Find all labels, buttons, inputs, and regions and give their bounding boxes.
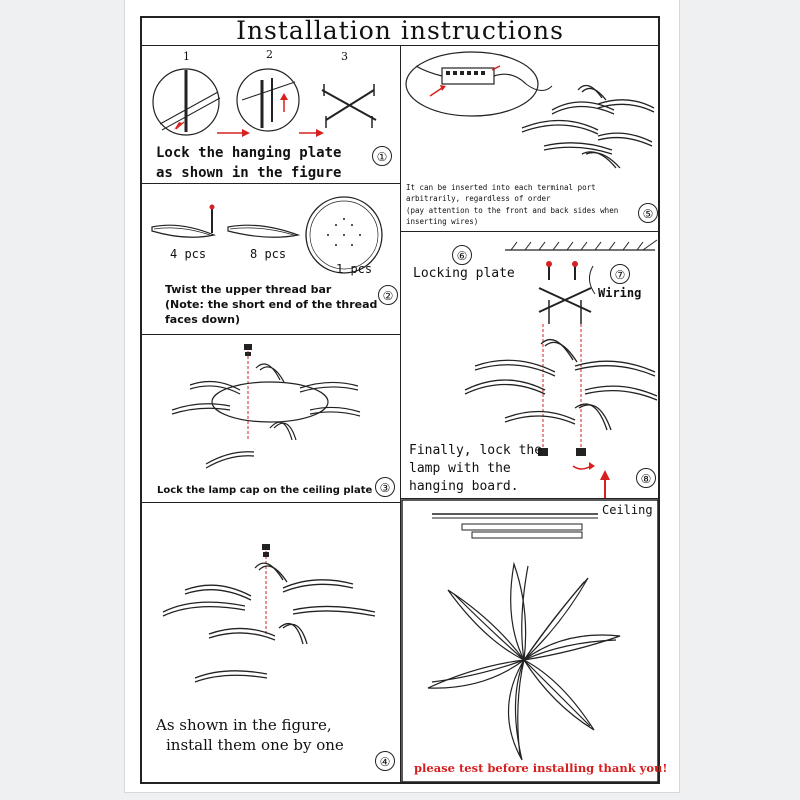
step-badge-8: ⑧: [636, 468, 656, 488]
final-text-line2: lamp with the: [409, 461, 511, 476]
substep-number-2: 2: [266, 48, 273, 61]
step2-text-line2: (Note: the short end of the thread: [165, 298, 378, 311]
divider-step1: [140, 183, 400, 184]
count-1-pcs: 1 pcs: [336, 262, 373, 276]
step4-text-line1: As shown in the figure,: [156, 716, 332, 734]
step1-text-line1: Lock the hanging plate: [156, 145, 342, 161]
column-divider: [400, 45, 401, 784]
locking-plate-label: Locking plate: [413, 266, 515, 281]
count-4-pcs: 4 pcs: [170, 247, 207, 261]
step5-text-line3: (pay attention to the front and back sides when: [406, 206, 619, 215]
step5-text-line1: It can be inserted into each terminal port: [406, 183, 596, 192]
step1-text-line2: as shown in the figure: [156, 165, 342, 181]
wiring-label: Wiring: [598, 286, 642, 300]
count-8-pcs: 8 pcs: [250, 247, 287, 261]
divider-step5: [400, 231, 660, 232]
divider-step2: [140, 334, 400, 335]
divider-step3: [140, 502, 400, 503]
ceiling-label: Ceiling: [602, 503, 653, 517]
substep-number-3: 3: [341, 50, 348, 63]
terminal-wiring-diagram: [402, 50, 658, 175]
completed-lamp-diagram: [402, 500, 658, 782]
step5-text-line2: arbitrarily, regardless of order: [406, 194, 551, 203]
step-badge-6: ⑥: [452, 245, 472, 265]
step4-text-line2: install them one by one: [166, 736, 344, 754]
step-badge-7: ⑦: [610, 264, 630, 284]
step-badge-1: ①: [372, 146, 392, 166]
final-text-line1: Finally, lock the: [409, 443, 543, 458]
final-text-line3: hanging board.: [409, 479, 519, 494]
test-note: please test before installing thank you!: [414, 761, 668, 775]
hanging-plate-diagram: [150, 60, 390, 145]
step-badge-3: ③: [375, 477, 395, 497]
install-leaves-diagram: [155, 540, 385, 690]
step-badge-5: ⑤: [638, 203, 658, 223]
step5-text-line4: inserting wires): [406, 217, 479, 226]
step2-text-line3: faces down): [165, 313, 241, 326]
page-title: Installation instructions: [236, 16, 564, 45]
substep-number-1: 1: [183, 50, 190, 63]
lamp-cap-diagram: [160, 340, 380, 480]
step-badge-4: ④: [375, 751, 395, 771]
step-badge-2: ②: [378, 285, 398, 305]
step3-text: Lock the lamp cap on the ceiling plate: [157, 485, 373, 496]
step2-text-line1: Twist the upper thread bar: [165, 283, 332, 296]
